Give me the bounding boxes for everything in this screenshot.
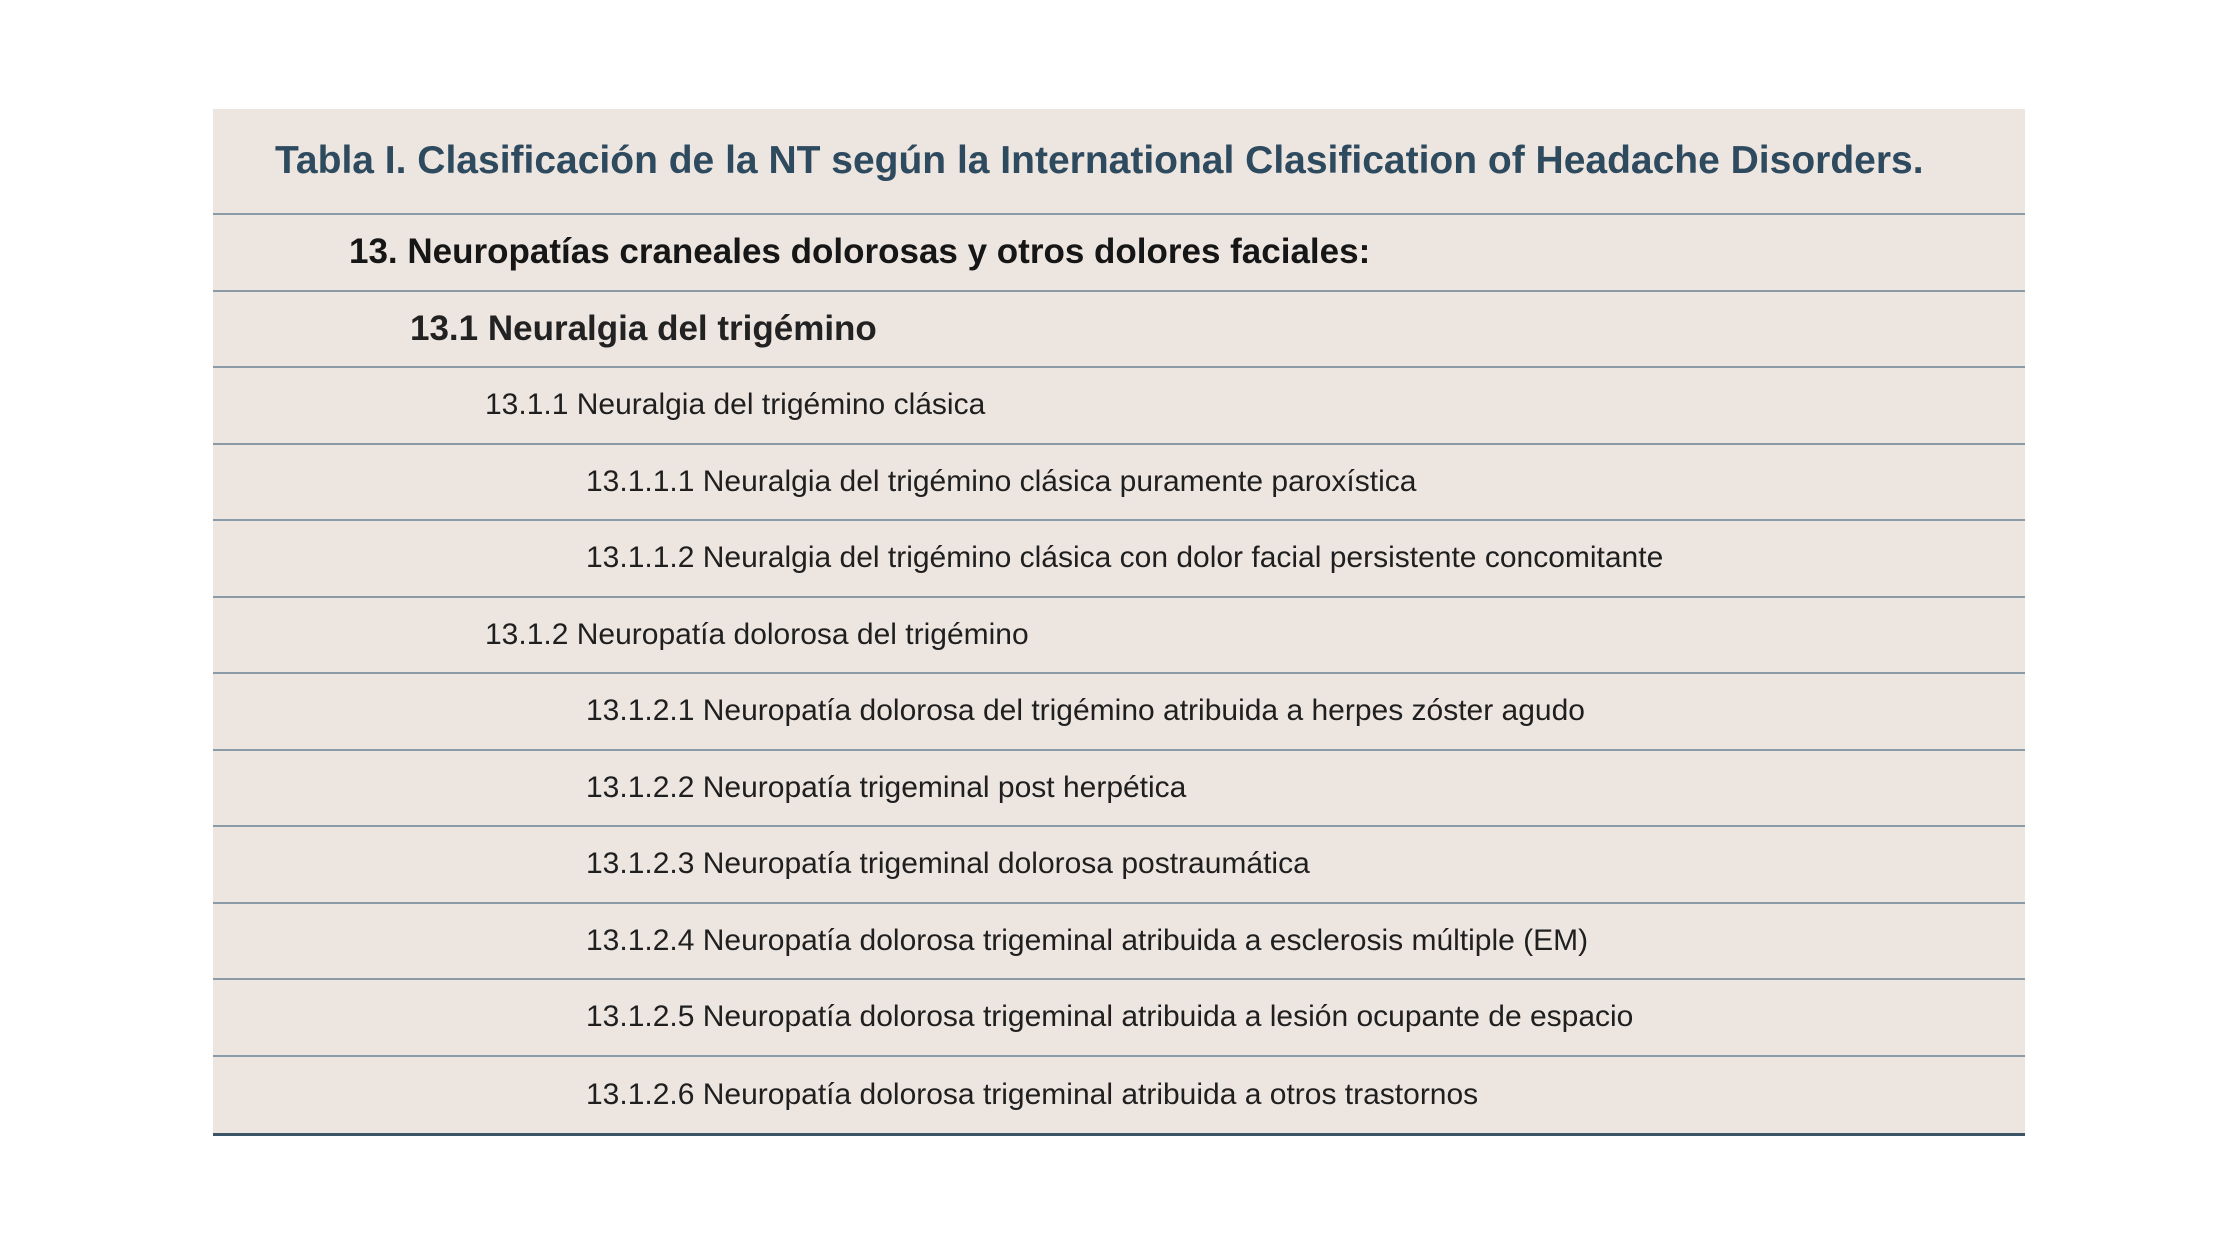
row-text: 13.1.1 Neuralgia del trigémino clásica: [485, 388, 986, 422]
row-text: 13.1 Neuralgia del trigémino: [410, 308, 877, 348]
row-text: 13.1.2.5 Neuropatía dolorosa trigeminal atribuida a lesión ocupante de espacio: [586, 1000, 1634, 1034]
table-row: [213, 598, 2025, 675]
row-text: 13.1.2.4 Neuropatía dolorosa trigeminal atribuida a esclerosis múltiple (EM): [586, 923, 1589, 957]
row-text: 13. Neuropatías craneales dolorosas y otros dolores faciales:: [349, 232, 1371, 272]
table-row: [213, 292, 2025, 369]
table-header: [213, 109, 2025, 215]
table-row: [213, 368, 2025, 445]
classification-table: [213, 109, 2025, 1136]
table-title: Tabla I. Clasificación de la NT según la International Clasification of Headache Disorders.: [275, 139, 1924, 182]
table-row: [213, 827, 2025, 904]
table-row: [213, 215, 2025, 292]
row-text: 13.1.2.1 Neuropatía dolorosa del trigémino atribuida a herpes zóster agudo: [586, 694, 1585, 728]
table-row: [213, 751, 2025, 828]
row-text: 13.1.2.2 Neuropatía trigeminal post herpética: [586, 770, 1187, 804]
row-text: 13.1.1.2 Neuralgia del trigémino clásica con dolor facial persistente concomitante: [586, 541, 1664, 575]
row-text: 13.1.1.1 Neuralgia del trigémino clásica puramente paroxística: [586, 464, 1417, 498]
table-row: [213, 904, 2025, 981]
row-text: 13.1.2.6 Neuropatía dolorosa trigeminal atribuida a otros trastornos: [586, 1077, 1479, 1111]
row-text: 13.1.2 Neuropatía dolorosa del trigémino: [485, 617, 1029, 651]
table-row: [213, 445, 2025, 522]
table-row: [213, 1057, 2025, 1134]
table-row: [213, 674, 2025, 751]
row-text: 13.1.2.3 Neuropatía trigeminal dolorosa postraumática: [586, 847, 1310, 881]
table-row: [213, 980, 2025, 1057]
table-row: [213, 521, 2025, 598]
